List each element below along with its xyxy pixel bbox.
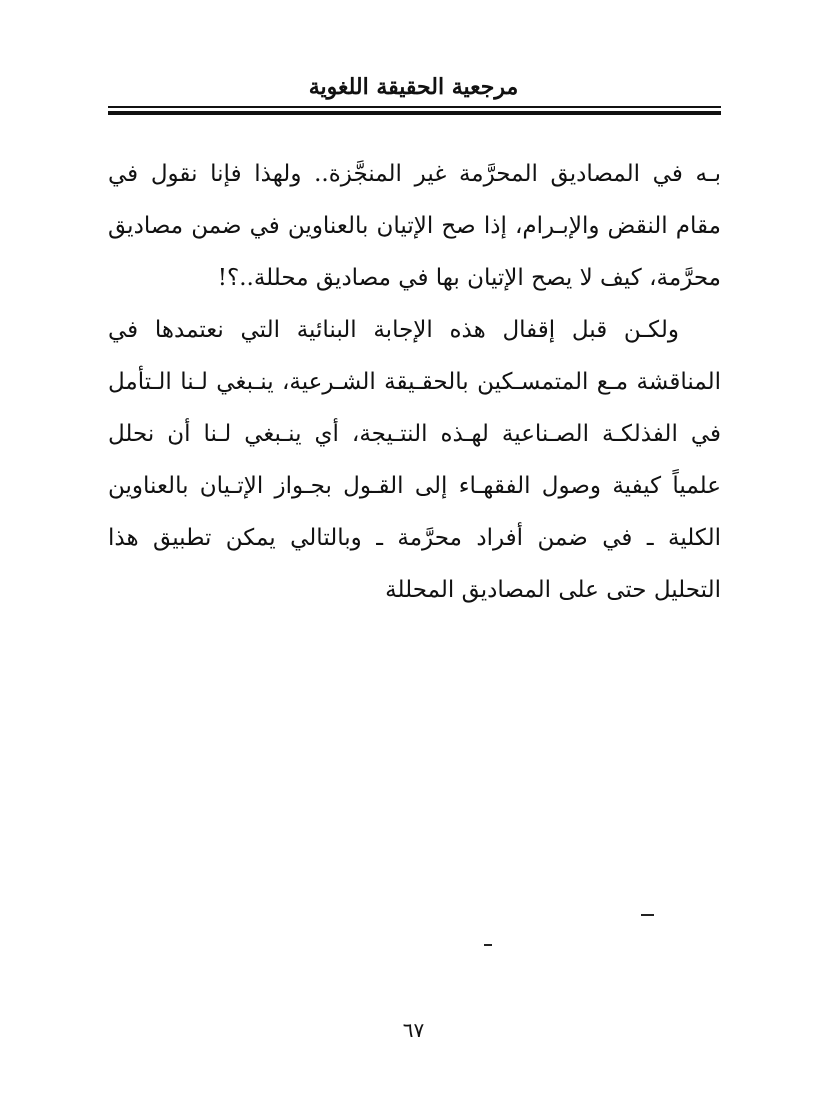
running-title: مرجعية الحقيقة اللغوية	[308, 74, 519, 100]
stray-mark	[484, 944, 492, 946]
paragraph-1: بـه في المصاديق المحرَّمة غير المنجَّزة.. ولهذا فإنا نقول في مقام النقض والإبـرام، إذا صح الإتيان بالعناوين في ضمن مصاديق محرَّمة، كيف لا يصح الإتيان بها في مصاديق محللة..؟!	[108, 161, 721, 291]
paragraph-2: ولكـن قبل إقفال هذه الإجابة البنائية التي نعتمدها في المناقشة مـع المتمسـكين بالحقـيقة الشـرعية، ينـبغي لـنا الـتأمل في الفذلكـة الصـناعية لهـذه النتـيجة، أي ينـبغي لـنا أن نحلل علمياً كيفية وصول الفقهـاء إلى القـول بجـواز الإتـيان بالعناوين الكلية ـ في ضمن أفراد محرَّمة ـ وبالتالي يمكن تطبيق هذا التحليل حتى على المصاديق المحللة	[108, 317, 721, 603]
main-text	[108, 148, 721, 616]
header-rule-thick	[108, 111, 721, 115]
page-number: ٦٧	[402, 1018, 425, 1042]
header-rule-thin	[108, 106, 721, 108]
stray-mark	[641, 914, 654, 916]
